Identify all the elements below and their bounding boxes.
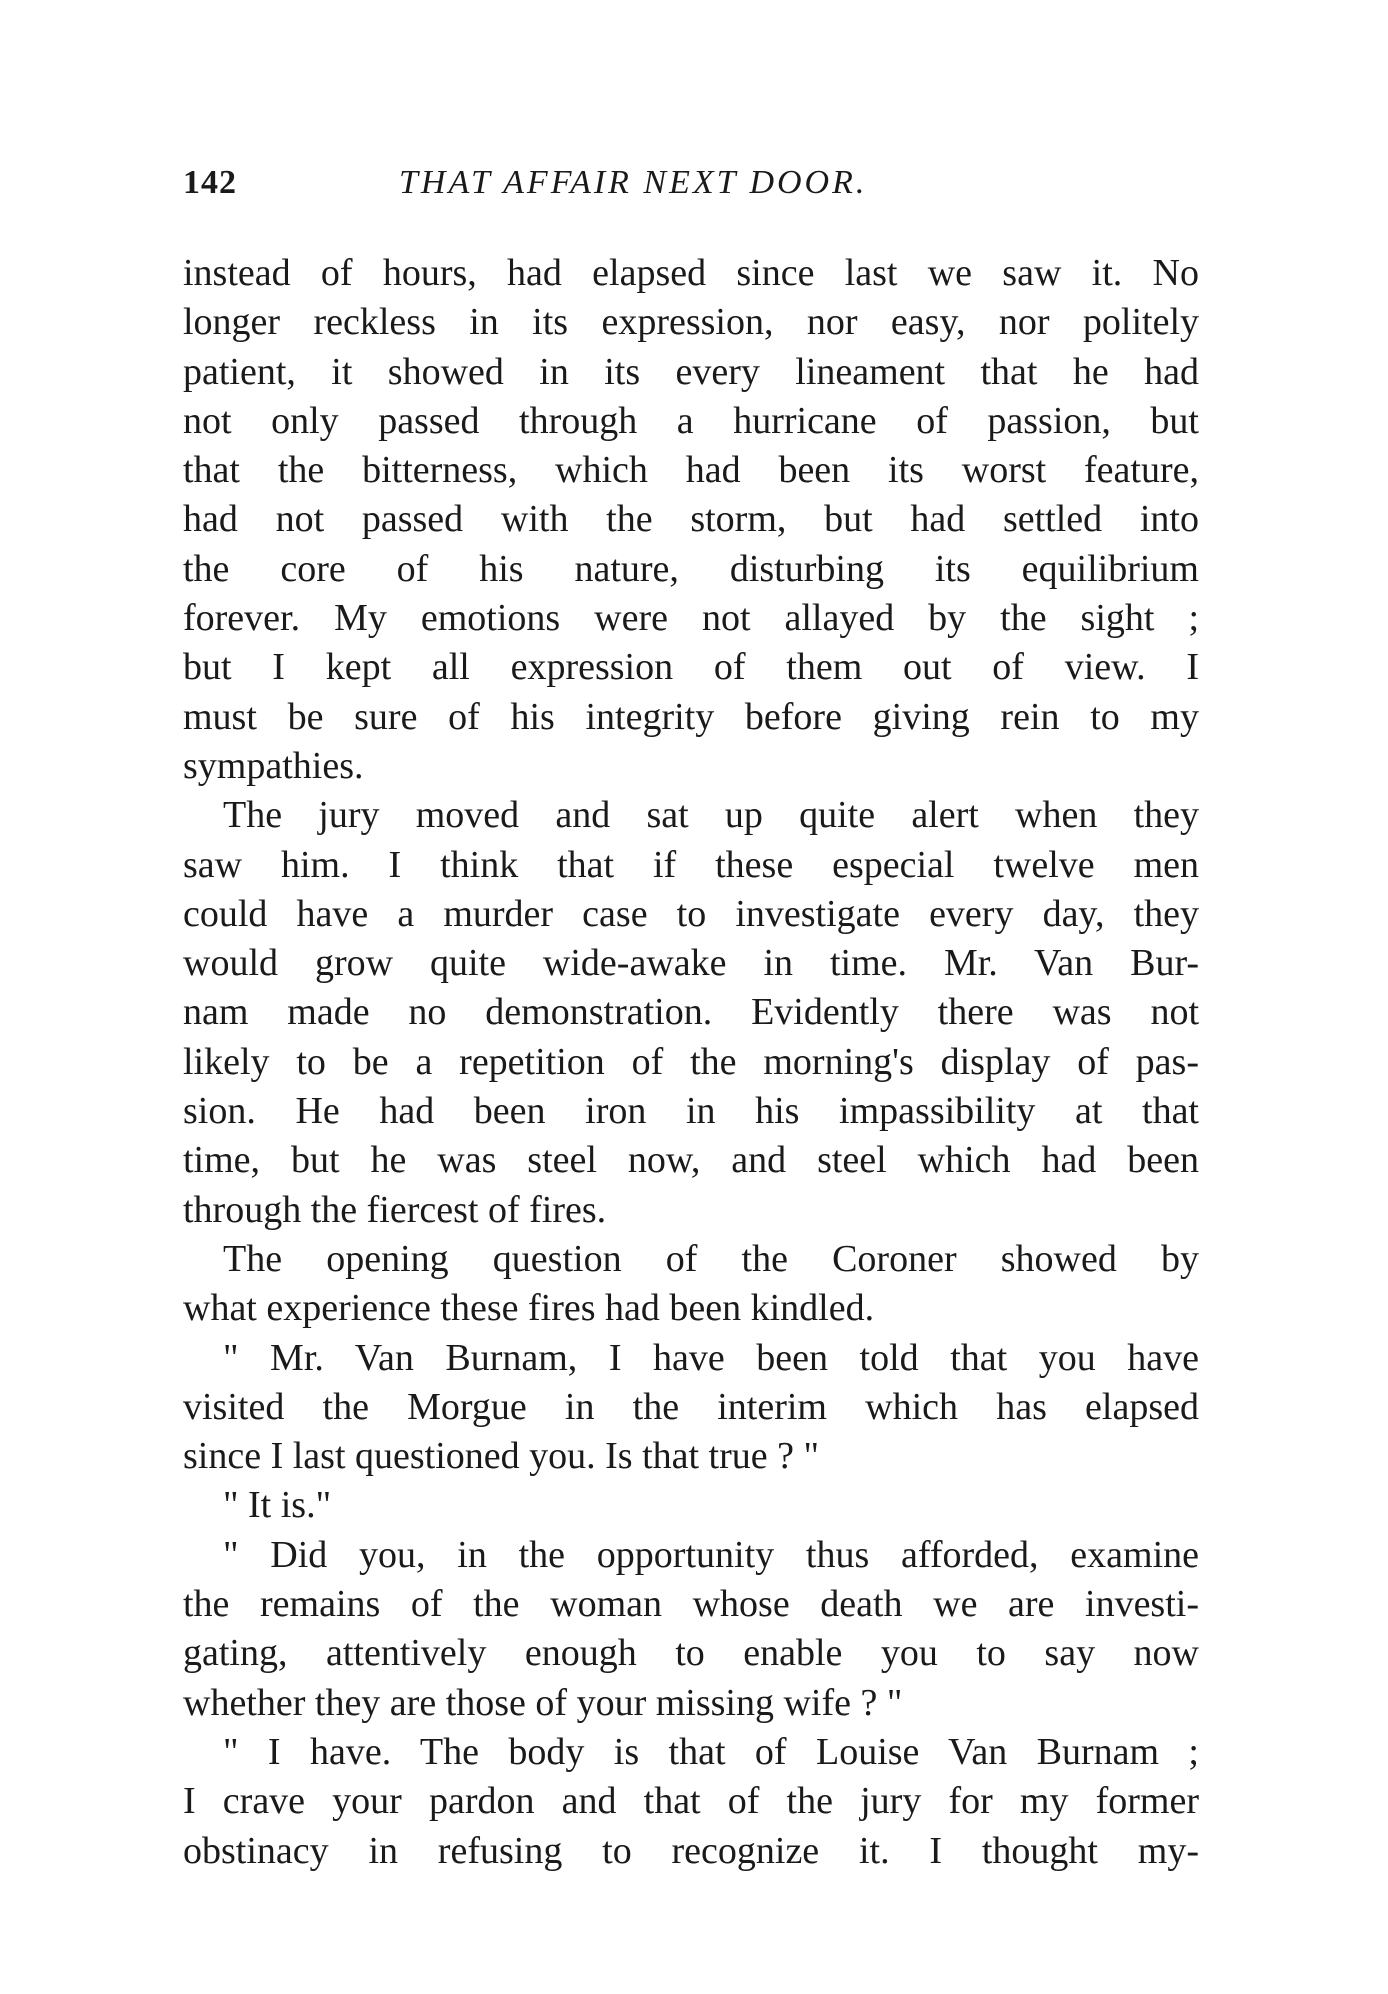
text-line: likely to be a repetition of the morning's display of pas- [183,1040,1199,1083]
text-line: the remains of the woman whose death we are investi- [183,1583,1199,1626]
text-line: longer reckless in its expression, nor easy, nor politely [183,301,1199,344]
text-line: visited the Morgue in the interim which has elapsed [183,1385,1199,1428]
text-line: since I last questioned you. Is that true ? " [183,1435,820,1478]
paragraph-first-line: " Did you, in the opportunity thus afforded, examine [223,1533,1199,1576]
text-line: through the fiercest of fires. [183,1188,607,1231]
text-line: had not passed with the storm, but had settled into [183,498,1199,541]
text-line: must be sure of his integrity before giving rein to my [183,695,1199,738]
text-line: would grow quite wide-awake in time. Mr. Van Bur- [183,942,1199,985]
text-line: forever. My emotions were not allayed by the sight ; [183,597,1199,640]
text-line: not only passed through a hurricane of passion, but [183,399,1199,442]
text-line: could have a murder case to investigate every day, they [183,892,1199,935]
text-line: I crave your pardon and that of the jury for my former [183,1780,1199,1823]
text-line: obstinacy in refusing to recognize it. I thought my- [183,1829,1199,1872]
page-number: 142 [183,164,237,201]
text-line: nam made no demonstration. Evidently there was not [183,991,1199,1034]
text-line: instead of hours, had elapsed since last we saw it. No [183,252,1199,294]
text-line: that the bitterness, which had been its worst feature, [183,449,1199,492]
text-line: whether they are those of your missing wife ? " [183,1681,903,1724]
text-line: saw him. I think that if these especial twelve men [183,843,1199,886]
paragraph-first-line: " I have. The body is that of Louise Van Burnam ; [223,1730,1199,1773]
paragraph-first-line: The opening question of the Coroner showed by [223,1237,1199,1280]
body-text [183,249,1199,1876]
running-head-title: THAT AFFAIR NEXT DOOR. [399,164,868,201]
paragraph-first-line: " Mr. Van Burnam, I have been told that you have [223,1336,1199,1379]
paragraph-first-line: " It is." [223,1484,332,1527]
page-header [183,158,1199,208]
paragraph-first-line: The jury moved and sat up quite alert when they [223,794,1199,837]
text-line: gating, attentively enough to enable you to say now [183,1632,1199,1675]
text-line: time, but he was steel now, and steel which had been [183,1139,1199,1182]
text-line: the core of his nature, disturbing its equilibrium [183,547,1199,590]
text-line: sympathies. [183,744,364,787]
text-line: but I kept all expression of them out of view. I [183,646,1199,689]
text-line: sion. He had been iron in his impassibility at that [183,1090,1199,1133]
text-line: what experience these fires had been kindled. [183,1287,875,1330]
text-line: patient, it showed in its every lineament that he had [183,350,1199,393]
